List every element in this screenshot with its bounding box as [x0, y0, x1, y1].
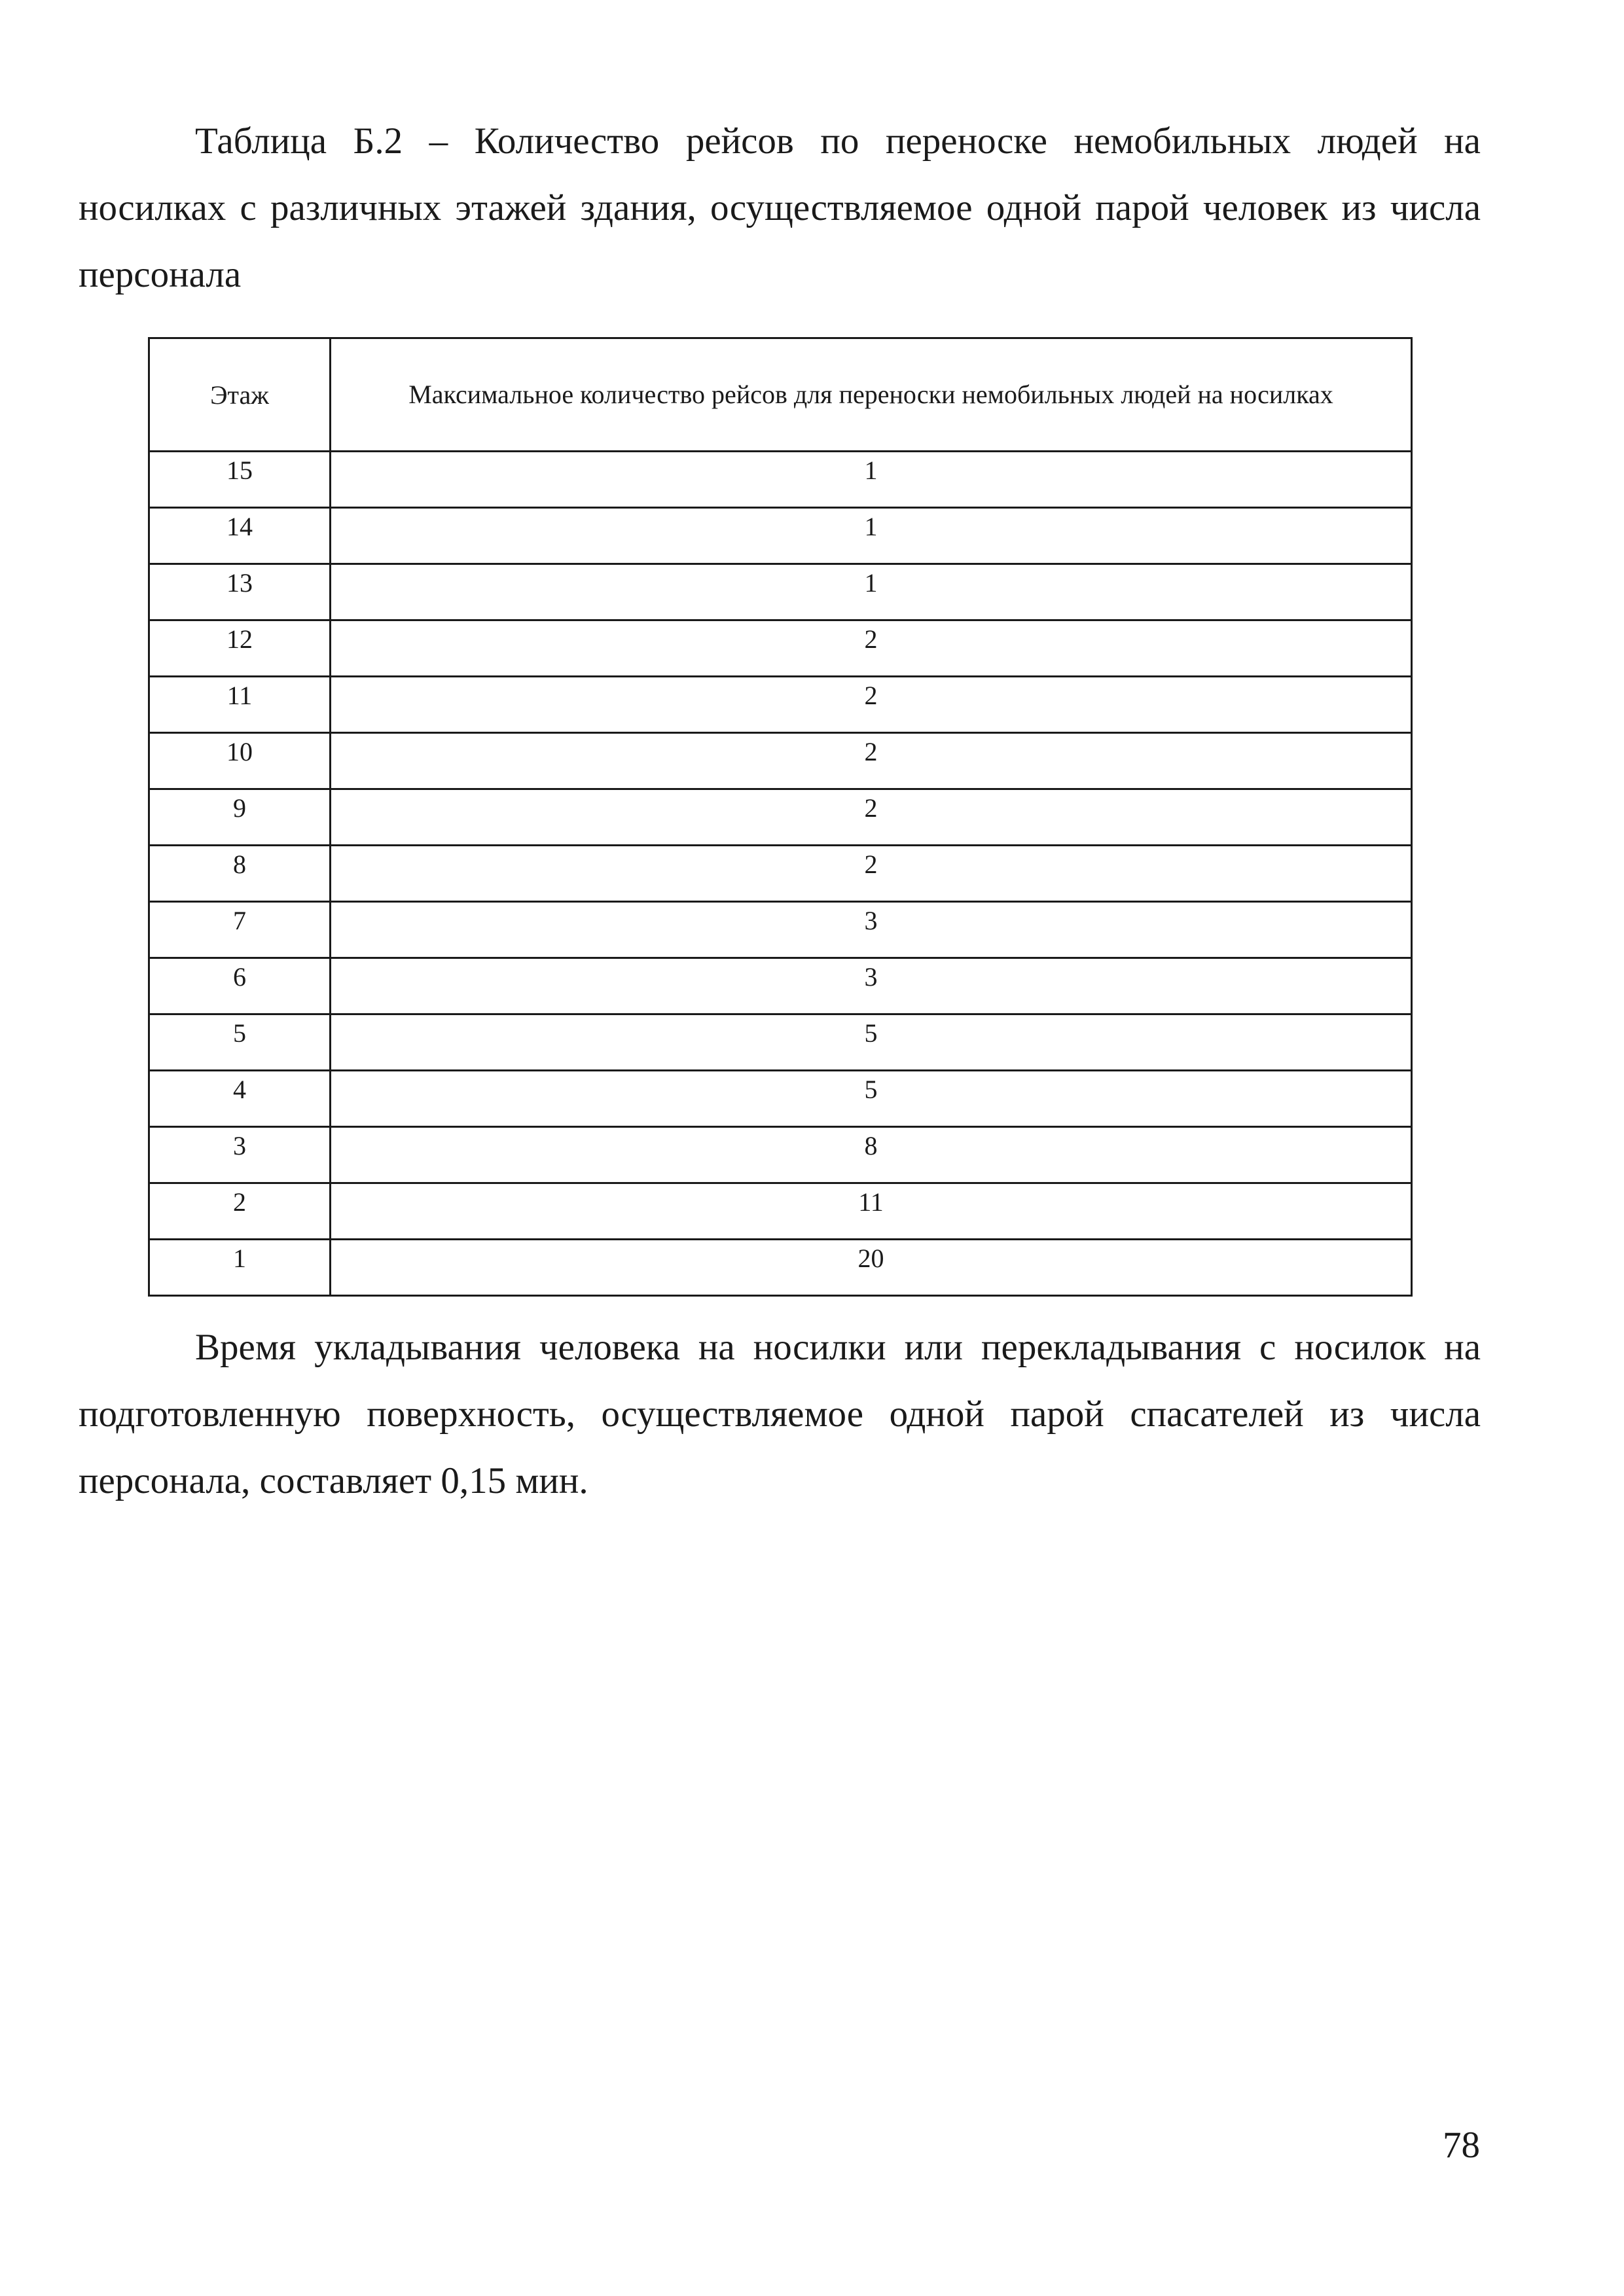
header-floor: Этаж [149, 338, 331, 452]
cell-trips: 2 [331, 733, 1412, 789]
cell-floor: 14 [149, 508, 331, 564]
table-row [149, 1127, 1412, 1183]
cell-floor: 10 [149, 733, 331, 789]
table-row [149, 789, 1412, 846]
cell-floor: 2 [149, 1183, 331, 1240]
cell-floor: 3 [149, 1127, 331, 1183]
cell-floor: 5 [149, 1014, 331, 1071]
cell-floor: 1 [149, 1240, 331, 1296]
data-table [148, 337, 1413, 1297]
cell-floor: 7 [149, 902, 331, 958]
table-row [149, 620, 1412, 677]
table-row [149, 1071, 1412, 1127]
cell-trips: 5 [331, 1071, 1412, 1127]
table-row [149, 1014, 1412, 1071]
cell-floor: 12 [149, 620, 331, 677]
table-header-row [149, 338, 1412, 452]
cell-floor: 6 [149, 958, 331, 1014]
table-row [149, 1183, 1412, 1240]
cell-trips: 2 [331, 789, 1412, 846]
table-caption [79, 108, 1481, 308]
cell-trips: 5 [331, 1014, 1412, 1071]
table-body [149, 452, 1412, 1296]
header-trips: Максимальное количество рейсов для переноски немобильных людей на носилках [331, 338, 1412, 452]
body-paragraph-text: Время укладывания человека на носилки или перекладывания с носилок на подготовленную поверхность, осуществляемое одной парой спасателей из числа персонала, составляет 0,15 мин. [79, 1327, 1481, 1501]
table-row [149, 452, 1412, 508]
table-row [149, 677, 1412, 733]
cell-trips: 2 [331, 846, 1412, 902]
cell-floor: 8 [149, 846, 331, 902]
cell-trips: 3 [331, 902, 1412, 958]
cell-trips: 1 [331, 564, 1412, 620]
table-row [149, 564, 1412, 620]
table-caption-text: Таблица Б.2 – Количество рейсов по переноске немобильных людей на носилках с различных этажей здания, осуществляемое одной парой человек из числа персонала [79, 120, 1481, 295]
cell-trips: 8 [331, 1127, 1412, 1183]
cell-trips: 1 [331, 452, 1412, 508]
table-row [149, 508, 1412, 564]
body-paragraph [79, 1314, 1481, 1515]
table-row [149, 846, 1412, 902]
cell-trips: 1 [331, 508, 1412, 564]
table-row [149, 1240, 1412, 1296]
cell-trips: 2 [331, 620, 1412, 677]
cell-trips: 3 [331, 958, 1412, 1014]
cell-floor: 15 [149, 452, 331, 508]
cell-trips: 2 [331, 677, 1412, 733]
cell-trips: 11 [331, 1183, 1412, 1240]
cell-floor: 13 [149, 564, 331, 620]
table-row [149, 733, 1412, 789]
table-row [149, 902, 1412, 958]
cell-trips: 20 [331, 1240, 1412, 1296]
cell-floor: 9 [149, 789, 331, 846]
cell-floor: 4 [149, 1071, 331, 1127]
page-number: 78 [1443, 2125, 1480, 2166]
table-row [149, 958, 1412, 1014]
cell-floor: 11 [149, 677, 331, 733]
